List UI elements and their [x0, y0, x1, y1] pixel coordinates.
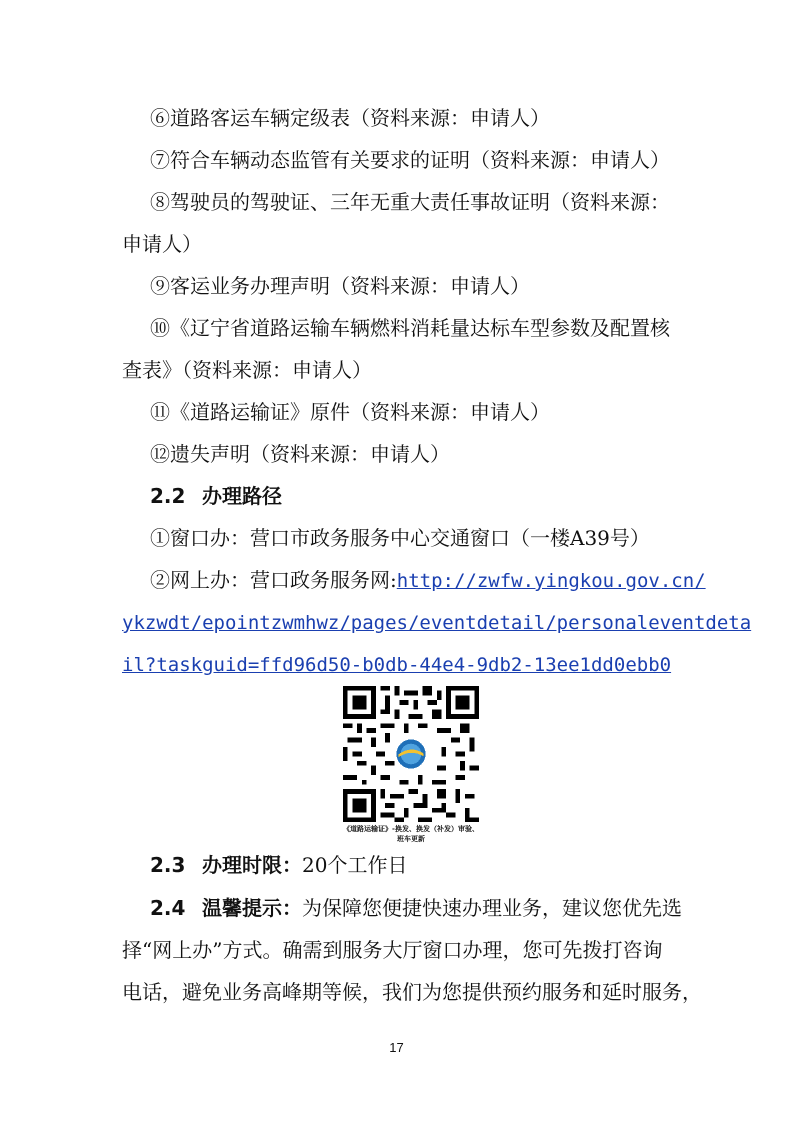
- qr-code-icon: [343, 686, 479, 822]
- list-item-continuation: 申请人）: [122, 232, 202, 256]
- section-2-3: [150, 852, 407, 878]
- list-item: ⑨客运业务办理声明（资料来源：申请人）: [150, 274, 530, 298]
- list-item: ⑥道路客运车辆定级表（资料来源：申请人）: [150, 106, 550, 130]
- section-number: 2.2: [150, 484, 186, 508]
- section-text: 为保障您便捷快速办理业务，建议您优先选: [302, 896, 682, 920]
- section-2-4-text: 择“网上办”方式。确需到服务大厅窗口办理，您可先拨打咨询: [122, 938, 663, 962]
- service-link[interactable]: ykzwdt/epointzwmhwz/pages/eventdetail/personaleventdeta: [122, 612, 752, 634]
- service-link-line-2: [122, 609, 751, 636]
- list-item: ⑧驾驶员的驾驶证、三年无重大责任事故证明（资料来源：: [150, 190, 670, 214]
- qr-caption-line: 班车更新: [397, 835, 425, 843]
- offline-path: ①窗口办：营口市政务服务中心交通窗口（一楼A39号）: [150, 526, 650, 550]
- qr-caption: [321, 824, 501, 844]
- section-value: 20个工作日: [302, 853, 408, 877]
- qr-code-block: [343, 686, 479, 844]
- section-2-4-text: 电话，避免业务高峰期等候，我们为您提供预约服务和延时服务，: [122, 980, 702, 1004]
- list-item-continuation: 查表》（资料来源：申请人）: [122, 358, 372, 382]
- page-number: 17: [389, 1040, 404, 1055]
- section-label: 办理时限：: [202, 853, 302, 877]
- section-title: 办理路径: [202, 484, 282, 508]
- list-item: ⑩《辽宁省道路运输车辆燃料消耗量达标车型参数及配置核: [150, 316, 670, 340]
- section-heading-2-2: [150, 483, 282, 509]
- online-path: [150, 567, 706, 594]
- service-link[interactable]: http://zwfw.yingkou.gov.cn/: [396, 570, 706, 592]
- section-label: 温馨提示：: [202, 896, 302, 920]
- online-path-label: ②网上办：营口政务服务网:: [150, 568, 397, 592]
- section-2-4: [150, 895, 682, 921]
- service-link-line-3: [122, 651, 671, 678]
- qr-caption-line: 《道路运输证》-换发、换发（补发）审验、: [343, 825, 479, 833]
- section-number: 2.4: [150, 896, 186, 920]
- section-number: 2.3: [150, 853, 186, 877]
- service-link[interactable]: il?taskguid=ffd96d50-b0db-44e4-9db2-13ee1dd0ebb0: [122, 654, 672, 676]
- list-item: ⑫遗失声明（资料来源：申请人）: [150, 442, 450, 466]
- list-item: ⑪《道路运输证》原件（资料来源：申请人）: [150, 400, 550, 424]
- list-item: ⑦符合车辆动态监管有关要求的证明（资料来源：申请人）: [150, 148, 670, 172]
